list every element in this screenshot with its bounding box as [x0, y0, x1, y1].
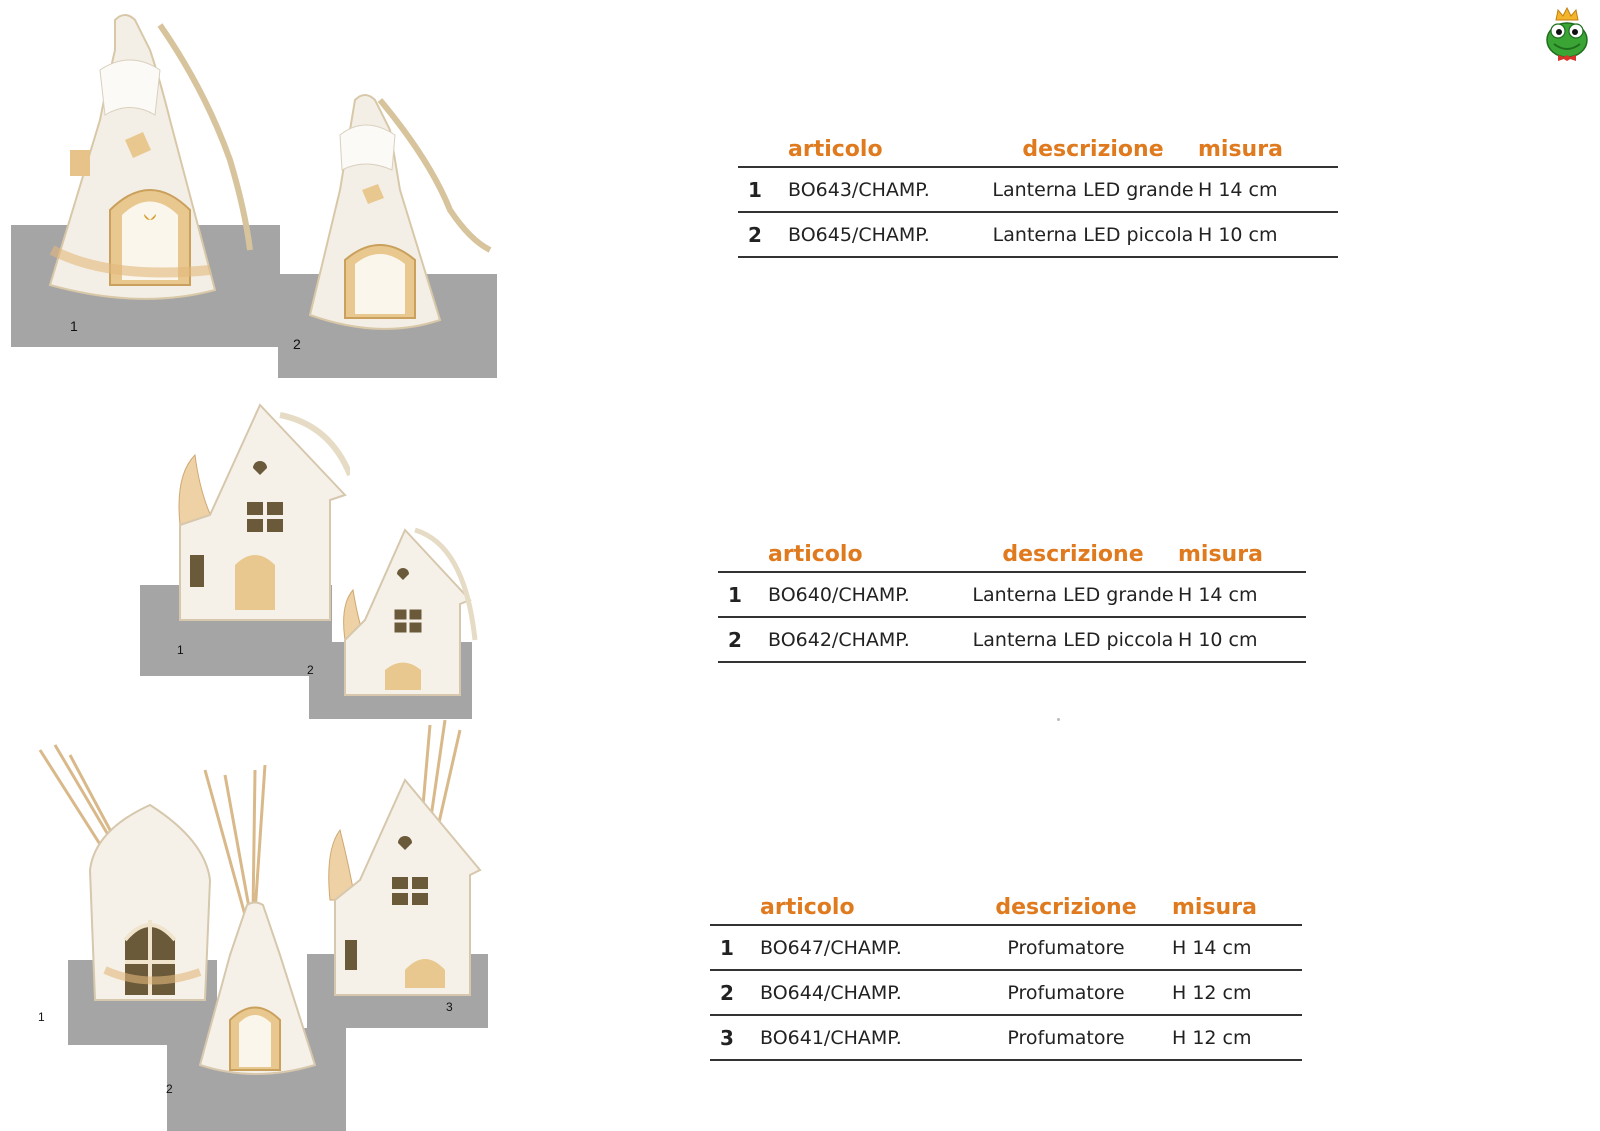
descrizione-cell: Lanterna LED piccola — [988, 212, 1198, 257]
descrizione-header: descrizione — [988, 130, 1198, 167]
misura-cell: H 14 cm — [1178, 572, 1306, 617]
row-number: 2 — [710, 970, 760, 1015]
diffuser-tower — [185, 765, 325, 1085]
photo-label: 3 — [446, 1000, 453, 1014]
table-row — [718, 617, 1306, 662]
product-table-2 — [718, 535, 1306, 663]
photo-label: 2 — [307, 663, 314, 677]
articolo-cell: BO643/CHAMP. — [788, 167, 988, 212]
articolo-cell: BO644/CHAMP. — [760, 970, 960, 1015]
table-row — [710, 925, 1302, 970]
table-row — [710, 1015, 1302, 1060]
num-header — [738, 130, 788, 167]
row-number: 2 — [718, 617, 768, 662]
misura-header: misura — [1172, 888, 1302, 925]
row-number: 2 — [738, 212, 788, 257]
stray-dot — [1057, 718, 1060, 721]
misura-header: misura — [1178, 535, 1306, 572]
descrizione-cell: Profumatore — [960, 1015, 1172, 1060]
misura-cell: H 14 cm — [1198, 167, 1338, 212]
misura-header: misura — [1198, 130, 1338, 167]
num-header — [710, 888, 760, 925]
lantern-house-small — [325, 520, 495, 700]
row-number: 1 — [718, 572, 768, 617]
descrizione-header: descrizione — [968, 535, 1178, 572]
articolo-header: articolo — [768, 535, 968, 572]
row-number: 1 — [710, 925, 760, 970]
photo-label: 2 — [293, 336, 301, 352]
articolo-cell: BO640/CHAMP. — [768, 572, 968, 617]
table-row — [710, 970, 1302, 1015]
articolo-header: articolo — [760, 888, 960, 925]
table-row — [738, 212, 1338, 257]
diffuser-house — [320, 720, 490, 1000]
lantern-tower-small — [300, 90, 510, 340]
descrizione-cell: Profumatore — [960, 970, 1172, 1015]
row-number: 3 — [710, 1015, 760, 1060]
descrizione-cell: Lanterna LED piccola — [968, 617, 1178, 662]
articolo-cell: BO642/CHAMP. — [768, 617, 968, 662]
photo-label: 1 — [177, 643, 184, 657]
articolo-header: articolo — [788, 130, 988, 167]
descrizione-cell: Profumatore — [960, 925, 1172, 970]
photo-label: 1 — [70, 318, 78, 334]
lantern-tower-large — [30, 10, 260, 310]
frog-prince-icon — [1544, 4, 1590, 64]
misura-cell: H 12 cm — [1172, 1015, 1302, 1060]
misura-cell: H 12 cm — [1172, 970, 1302, 1015]
misura-cell: H 14 cm — [1172, 925, 1302, 970]
articolo-cell: BO647/CHAMP. — [760, 925, 960, 970]
table-row — [738, 167, 1338, 212]
descrizione-header: descrizione — [960, 888, 1172, 925]
articolo-cell: BO645/CHAMP. — [788, 212, 988, 257]
lantern-house-large — [160, 395, 350, 625]
descrizione-cell: Lanterna LED grande — [988, 167, 1198, 212]
misura-cell: H 10 cm — [1198, 212, 1338, 257]
descrizione-cell: Lanterna LED grande — [968, 572, 1178, 617]
photo-label: 1 — [38, 1010, 45, 1024]
product-table-1 — [738, 130, 1338, 258]
row-number: 1 — [738, 167, 788, 212]
photo-label: 2 — [166, 1082, 173, 1096]
articolo-cell: BO641/CHAMP. — [760, 1015, 960, 1060]
misura-cell: H 10 cm — [1178, 617, 1306, 662]
num-header — [718, 535, 768, 572]
table-row — [718, 572, 1306, 617]
product-table-3 — [710, 888, 1302, 1061]
